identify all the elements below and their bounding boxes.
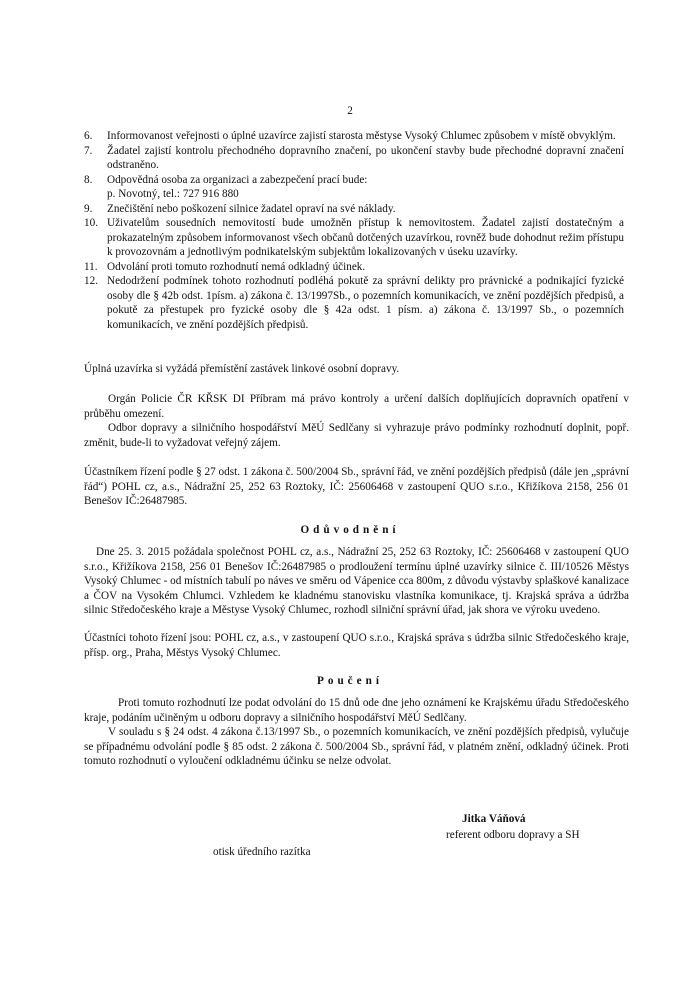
participant-paragraph: Účastníkem řízení podle § 27 odst. 1 zákona č. 500/2004 Sb., správní řád, ve znění pozdějších předpisů (dále jen „správní řád“) POHL cz, a.s., Nádražní 25, 252 63 Roztoky, IČ: 25606468 v zastoupení QUO s.r.o., Křižíkova 2158, 256 01 Benešov IČ:26487985. bbox=[84, 466, 629, 507]
page-number: 2 bbox=[347, 105, 353, 117]
instruction-paragraph-2: V souladu s § 24 odst. 4 zákona č.13/1997 Sb., o pozemních komunikacích, ve znění pozdějších předpisů, vylučuje se případnému odvolání podle § 85 odst. 2 zákona č. 500/2004 Sb., správní řád, v platném znění, odkladný účinek. Proti tomuto rozhodnutí o vyloučení odkladnému účinku se nelze odvolat. bbox=[84, 726, 629, 767]
list-item: 11. Odvolání proti tomuto rozhodnutí nemá odkladný účinek. bbox=[84, 260, 366, 273]
list-item: 6. Informovanost veřejnosti o úplné uzavírce zajistí starosta městyse Vysoký Chlumec způsobem v místě obvyklým. bbox=[84, 130, 616, 142]
conditions-list bbox=[84, 129, 624, 332]
police-paragraph: Orgán Policie ČR KŘSK DI Příbram má právo kontroly a určení dalších doplňujících dopravních opatření v průběhu omezení. bbox=[84, 393, 629, 420]
instruction-paragraph-1: Proti tomuto rozhodnutí lze podat odvolání do 15 dnů ode dne jeho oznámení ke Krajskému úřadu Středočeského kraje, podáním učiněným u odboru dopravy a silničního hospodářství MěÚ Sedlčany. bbox=[84, 697, 629, 724]
reasoning-heading: Odůvodnění bbox=[300, 524, 400, 536]
instruction-heading: Poučení bbox=[317, 675, 383, 687]
stamp-label: otisk úředního razítka bbox=[213, 846, 311, 858]
department-paragraph: Odbor dopravy a silničního hospodářství MěÚ Sedlčany si vyhrazuje právo podmínky rozhodnutí doplnit, popř. změnit, bude-li to vyžadovat veřejný zájem. bbox=[84, 422, 629, 449]
list-item: 8. Odpovědná osoba za organizaci a zabezpečení prací bude: p. Novotný, tel.: 727 916 880 bbox=[84, 173, 368, 200]
list-item: 9. Znečištění nebo poškození silnice žadatel opraví na své náklady. bbox=[84, 202, 396, 215]
signature-name: Jitka Váňová bbox=[462, 813, 526, 825]
closure-note: Úplná uzavírka si vyžádá přemístění zastávek linkové osobní dopravy. bbox=[84, 363, 400, 375]
list-item: 10. Uživatelům sousedních nemovitostí bude umožněn přístup k nemovitostem. Žadatel zajistí dostatečným a prokazatelným způsobem informovanost všech občanů dotčených uzavírkou, rovněž bude dohodnut režim přístupu k provozovnám a jednotlivým podnikatelským subjektům lokalizovaných v úseku uzavírky. bbox=[84, 217, 624, 258]
signature-title: referent odboru dopravy a SH bbox=[446, 829, 580, 841]
list-item: 12. Nedodržení podmínek tohoto rozhodnutí podléhá pokutě za správní delikty pro právnické a podnikající fyzické osoby dle § 42b odst. 1písm. a) zákona č. 13/1997Sb., o pozemních komunikacích, ve znění pozdějších předpisů, a pokutě za přestupek pro fyzické osoby dle § 42a odst. 1 písm. a) zákona č. 13/1997 Sb., o pozemních komunikacích, ve znění pozdějších předpisů. bbox=[84, 275, 624, 331]
list-item: 7. Žadatel zajistí kontrolu přechodného dopravního značení, po ukončení stavby bude přechodné dopravní značení odstraněno. bbox=[84, 144, 624, 171]
reasoning-paragraph: Dne 25. 3. 2015 požádala společnost POHL cz, a.s., Nádražní 25, 252 63 Roztoky, IČ: 25606468 v zastoupení QUO s.r.o., Křižíkova 2158, 256 01 Benešov IČ:26487985 o prodloužení termínu úplné uzavírky silnice č. III/10526 Městys Vysoký Chlumec - od místních tabulí po náves ve směru od Vápenice cca 800m, z důvodu výstavby splaškové kanalizace a ČOV na Vysokém Chlumci. Vzhledem ke kladnému stanovisku vlastníka komunikace, tj. Krajská správa a údržba silnic Středočeského kraje a Městyse Vysoký Chlumec, rozhodl silniční správní úřad, jak shora ve výroku uvedeno. bbox=[84, 546, 629, 616]
participants-list: Účastníci tohoto řízení jsou: POHL cz, a.s., v zastoupení QUO s.r.o., Krajská správa s údržba silnic Středočeského kraje, přísp. org., Praha, Městys Vysoký Chlumec. bbox=[84, 632, 629, 659]
